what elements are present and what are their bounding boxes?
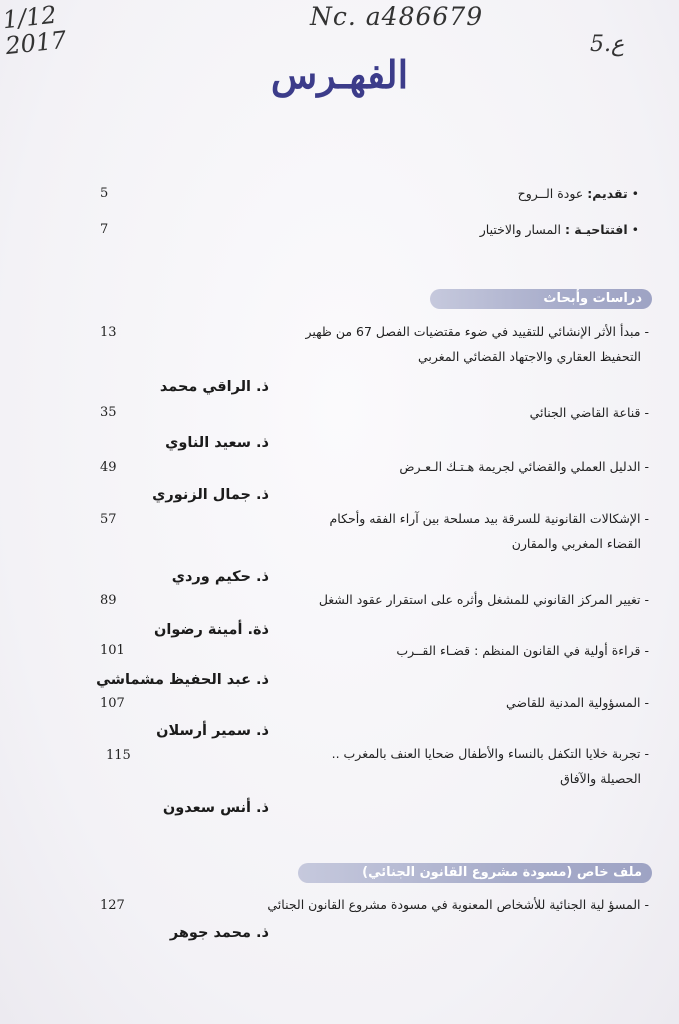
handwritten-code: 5.ع bbox=[590, 32, 625, 57]
entry-title-line: - تجربة خلايا التكفل بالنساء والأطفال ضحايا العنف بالمغرب .. bbox=[331, 746, 649, 761]
author-name: ذ. الراقي محمد bbox=[159, 379, 269, 395]
entry-title-line: - الدليل العملي والقضائي لجريمة هـتـك الـعـرض bbox=[399, 459, 649, 474]
toc-entry bbox=[229, 643, 649, 658]
toc-entry bbox=[229, 511, 649, 551]
page-number: 5 bbox=[100, 186, 109, 201]
toc-entry bbox=[229, 324, 649, 364]
intro-entry-editorial: • افتتاحيـة : المسار والاختيار bbox=[479, 222, 639, 237]
entry-title-line: - الإشكالات القانونية للسرقة بيد مسلحة بين آراء الفقه وأحكام bbox=[329, 511, 649, 526]
author-name: ذ. سعيد الناوي bbox=[165, 435, 269, 451]
entry-title-line: - المسؤ لية الجنائية للأشخاص المعنوية في مسودة مشروع القانون الجنائي bbox=[267, 897, 649, 912]
toc-entry bbox=[219, 897, 649, 912]
page-number: 107 bbox=[100, 696, 125, 711]
page-number: 7 bbox=[100, 222, 109, 237]
entry-title-line: - قناعة القاضي الجنائي bbox=[529, 405, 649, 420]
intro-text: المسار والاختيار bbox=[479, 222, 561, 237]
entry-title-line: - تغيير المركز القانوني للمشغل وأثره على استقرار عقود الشغل bbox=[318, 592, 649, 607]
page-number: 101 bbox=[100, 643, 125, 658]
toc-entry bbox=[229, 695, 649, 710]
page-number: 49 bbox=[100, 460, 117, 475]
toc-entry bbox=[229, 592, 649, 607]
intro-text: عودة الــروح bbox=[517, 186, 584, 201]
page-number: 89 bbox=[100, 593, 117, 608]
intro-label: تقديم: bbox=[587, 186, 628, 201]
page-number: 35 bbox=[100, 405, 117, 420]
entry-title-line: - قراءة أولية في القانون المنظم : قضـاء القــرب bbox=[396, 643, 649, 658]
author-name: ذة. أمينة رضوان bbox=[154, 622, 269, 638]
page-number: 57 bbox=[100, 512, 117, 527]
toc-entry bbox=[229, 746, 649, 786]
page-title: الفهـرس bbox=[270, 52, 409, 97]
toc-entry bbox=[229, 459, 649, 474]
entry-title-line: - المسؤولية المدنية للقاضي bbox=[506, 695, 649, 710]
page-number: 13 bbox=[100, 325, 117, 340]
entry-title-line: التحفيظ العقاري والاجتهاد القضائي المغربي bbox=[418, 349, 641, 364]
entry-title-line: - مبدأ الأثر الإنشائي للتقييد في ضوء مقتضيات الفصل 67 من ظهير bbox=[305, 324, 649, 339]
intro-entry-preface: • تقديم: عودة الــروح bbox=[517, 186, 639, 201]
author-name: ذ. عبد الحفيظ مشماشي bbox=[96, 672, 269, 688]
section-banner-studies: دراسات وأبحاث bbox=[430, 289, 652, 309]
author-name: ذ. محمد جوهر bbox=[169, 925, 269, 941]
author-name: ذ. حكيم وردي bbox=[171, 569, 269, 585]
entry-title-line: الحصيلة والآفاق bbox=[560, 771, 641, 786]
author-name: ذ. جمال الزنوري bbox=[152, 487, 269, 503]
page-number: 115 bbox=[106, 748, 131, 763]
section-banner-special-file: ملف خاص (مسودة مشروع القانون الجنائي) bbox=[298, 863, 652, 883]
author-name: ذ. أنس سعدون bbox=[162, 800, 269, 816]
author-name: ذ. سمير أرسلان bbox=[156, 723, 269, 739]
page-number: 127 bbox=[100, 898, 125, 913]
toc-entry bbox=[229, 405, 649, 420]
handwritten-accession-number: Nc. a486679 bbox=[310, 2, 484, 31]
entry-title-line: القضاء المغربي والمقارن bbox=[511, 536, 641, 551]
handwritten-date: 1/12 2017 bbox=[1, 0, 68, 61]
intro-label: افتتاحيـة : bbox=[564, 222, 628, 237]
